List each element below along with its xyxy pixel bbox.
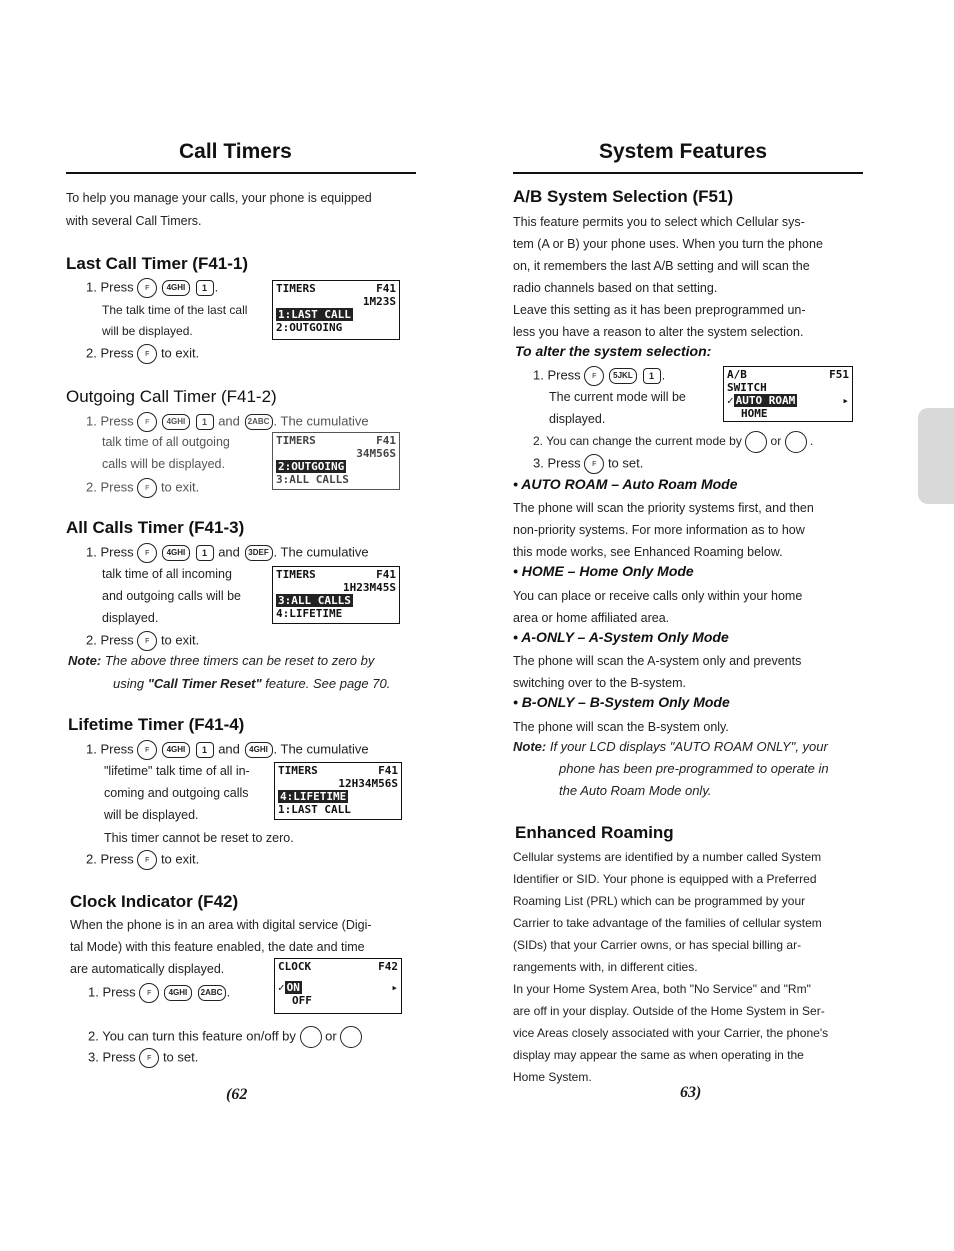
key-1-icon: 1 [196, 742, 214, 758]
note-text: If your LCD displays "AUTO ROAM ONLY", your [549, 739, 828, 754]
mode-home-title: • HOME – Home Only Mode [513, 563, 694, 579]
lcd-outgoing [272, 432, 400, 490]
heading-ab-system-selection: A/B System Selection (F51) [513, 187, 734, 206]
lifetime-desc-1: "lifetime" talk time of all in- [104, 764, 250, 778]
step-and: and [218, 741, 240, 757]
ab-step-2: 2. You can change the current mode by or . [533, 431, 813, 453]
lcd-value: 12H34M56S [338, 777, 398, 790]
lcd-clock [274, 958, 402, 1014]
lcd-code: F41 [378, 764, 398, 777]
lcd-line: 2:OUTGOING [276, 321, 343, 334]
mode-title: B-ONLY – B-System Only Mode [521, 694, 730, 710]
note-label: Note: [513, 739, 547, 754]
key-1-icon: 1 [196, 414, 214, 430]
step-suffix: . The cumulative [273, 741, 369, 757]
key-4-icon: 4GHI [162, 280, 190, 296]
nav-up-key-icon [300, 1026, 322, 1048]
mode-auto-roam-desc-3: this mode works, see Enhanced Roaming below. [513, 545, 783, 559]
intro-line-1: To help you manage your calls, your phone is equipped [66, 191, 372, 205]
ab-step-1 [533, 366, 665, 386]
fcn-key-icon: F [584, 454, 604, 474]
last-call-desc-1: The talk time of the last call [102, 303, 248, 317]
step-suffix: . [226, 984, 231, 1000]
ab-desc-3: on, it remembers the last A/B setting and will scan the [513, 259, 810, 273]
step-label: 2. Press [86, 345, 134, 361]
intro-line-2: with several Call Timers. [66, 214, 202, 228]
enhanced-desc-7: In your Home System Area, both "No Service" and "Rm" [513, 982, 811, 996]
fcn-key-icon: F [137, 850, 157, 870]
step-and: and [218, 413, 240, 429]
lcd-highlight-line: 3:ALL CALLS [278, 594, 351, 607]
step-label: 1. Press [86, 741, 134, 757]
heading-enhanced-roaming: Enhanced Roaming [515, 823, 674, 842]
ab-step-1-desc-1: The current mode will be [549, 390, 686, 404]
checkmark-icon: ✓ [278, 981, 285, 994]
ab-step-3 [533, 454, 643, 474]
fcn-key-icon: F [137, 740, 157, 760]
key-2-icon: 2ABC [245, 414, 273, 430]
fcn-key-icon: F [137, 412, 157, 432]
lcd-code: F41 [376, 568, 396, 581]
mode-home-desc-2: area or home affiliated area. [513, 611, 670, 625]
ab-desc-5: Leave this setting as it has been preprogrammed un- [513, 303, 806, 317]
ab-desc-4: radio channels based on that setting. [513, 281, 718, 295]
clock-step-3 [88, 1048, 198, 1068]
step-label: 2. Press [86, 479, 134, 495]
heading-outgoing-call-timer: Outgoing Call Timer (F41-2) [66, 387, 277, 406]
outgoing-step-2 [86, 478, 199, 498]
mode-auto-roam-title: • AUTO ROAM – Auto Roam Mode [513, 476, 738, 492]
clock-desc-3: are automatically displayed. [70, 962, 225, 976]
key-1-icon: 1 [196, 280, 214, 296]
last-call-step-1: 1. Press F 4GHI 1 . [86, 278, 218, 298]
lcd-line: 1:LAST CALL [278, 803, 351, 816]
step-suffix: to set. [162, 1049, 199, 1065]
enhanced-desc-4: Carrier to take advantage of the families of cellular system [513, 916, 822, 930]
lcd-highlight-line: AUTO ROAM [735, 394, 796, 407]
lcd-title: TIMERS [276, 434, 316, 447]
lifetime-reset-text: This timer cannot be reset to zero. [104, 831, 294, 845]
enhanced-desc-6: rangements with, in different cities. [513, 960, 698, 974]
fcn-key-icon: F [137, 631, 157, 651]
last-call-desc-2: will be displayed. [102, 324, 193, 338]
step-suffix: to exit. [160, 632, 200, 648]
section-title-call-timers: Call Timers [179, 140, 292, 163]
lifetime-step-2 [86, 850, 199, 870]
lcd-line: SWITCH [727, 381, 767, 394]
step-suffix: to exit. [160, 345, 200, 361]
outgoing-step-1 [86, 412, 369, 432]
key-4-icon: 4GHI [245, 742, 273, 758]
enhanced-desc-10: display may appear the same as when operating in the [513, 1048, 804, 1062]
last-call-step-2 [86, 344, 199, 364]
lcd-lifetime [274, 762, 402, 820]
mode-auto-roam-desc-1: The phone will scan the priority systems first, and then [513, 501, 814, 515]
key-3-icon: 3DEF [245, 545, 273, 561]
mode-title: A-ONLY – A-System Only Mode [521, 629, 729, 645]
enhanced-desc-11: Home System. [513, 1070, 592, 1084]
lcd-title: CLOCK [278, 960, 312, 973]
key-1-icon: 1 [643, 368, 661, 384]
section-rule [66, 172, 416, 174]
step-suffix: to set. [607, 455, 644, 471]
lifetime-step-1 [86, 740, 369, 760]
lcd-last-call [272, 280, 400, 340]
fcn-key-icon: F [137, 543, 157, 563]
lcd-code: F51 [829, 368, 849, 381]
all-calls-note-line-2 [113, 676, 390, 691]
arrow-right-icon: ▸ [391, 981, 398, 994]
ab-desc-1: This feature permits you to select which Cellular sys- [513, 215, 805, 229]
clock-step-2 [88, 1026, 362, 1048]
mode-b-only-desc-1: The phone will scan the B-system only. [513, 720, 729, 734]
note-text: using [113, 676, 148, 691]
key-2-icon: 2ABC [198, 985, 226, 1001]
lcd-value: 1M23S [362, 295, 396, 308]
note-feature-name: "Call Timer Reset" [147, 676, 262, 691]
step-and: and [218, 544, 240, 560]
heading-clock-indicator: Clock Indicator (F42) [70, 892, 239, 911]
step-suffix: . [661, 367, 666, 383]
nav-up-key-icon [745, 431, 767, 453]
page-corner-icon: ) [696, 1084, 702, 1101]
page-number-right [680, 1084, 701, 1102]
enhanced-desc-8: are off in your display. Outside of the Home System in Ser- [513, 1004, 825, 1018]
nav-down-key-icon [785, 431, 807, 453]
ab-note-line-2: phone has been pre-programmed to operate in [559, 761, 829, 776]
fcn-key-icon: F [584, 366, 604, 386]
clock-desc-1: When the phone is in an area with digital service (Digi- [70, 918, 372, 932]
note-text: The above three timers can be reset to zero by [104, 653, 375, 668]
lcd-line: OFF [292, 994, 312, 1007]
all-calls-note [68, 653, 374, 668]
thumb-index-tab [918, 408, 954, 504]
enhanced-desc-5: (SIDs) that your Carrier owns, or has special billing ar- [513, 938, 802, 952]
step-label: 3. Press [88, 1049, 136, 1065]
lcd-title: TIMERS [276, 282, 316, 295]
step-label: 1. Press [86, 544, 134, 560]
all-calls-step-2 [86, 631, 199, 651]
step-suffix: . The cumulative [273, 413, 369, 429]
section-title-system-features: System Features [599, 140, 768, 163]
lcd-ab [723, 366, 853, 422]
section-rule [513, 172, 863, 174]
mode-title: HOME – Home Only Mode [521, 563, 694, 579]
lcd-line: 4:LIFETIME [276, 607, 343, 620]
all-calls-desc-1: talk time of all incoming [102, 567, 232, 581]
lcd-title: TIMERS [278, 764, 318, 777]
enhanced-desc-1: Cellular systems are identified by a number called System [513, 850, 822, 864]
ab-note-line-3: the Auto Roam Mode only. [559, 783, 712, 798]
ab-desc-2: tem (A or B) your phone uses. When you turn the phone [513, 237, 823, 251]
mode-title: AUTO ROAM – Auto Roam Mode [521, 476, 738, 492]
key-4-icon: 4GHI [162, 414, 190, 430]
mode-auto-roam-desc-2: non-priority systems. For more information as to how [513, 523, 805, 537]
ab-desc-6: less you have a reason to alter the system selection. [513, 325, 804, 339]
nav-down-key-icon [340, 1026, 362, 1048]
lcd-highlight-line: 2:OUTGOING [278, 460, 345, 473]
lcd-line: 3:ALL CALLS [276, 473, 349, 486]
mode-home-desc-1: You can place or receive calls only within your home [513, 589, 803, 603]
lcd-all-calls [272, 566, 400, 624]
lcd-value: 34M56S [356, 447, 396, 460]
step-label: 1. Press [86, 413, 134, 429]
key-4-icon: 4GHI [162, 545, 190, 561]
key-1-icon: 1 [196, 545, 214, 561]
all-calls-desc-3: displayed. [102, 611, 159, 625]
step-suffix: to exit. [160, 851, 200, 867]
lcd-code: F41 [376, 282, 396, 295]
lcd-code: F41 [376, 434, 396, 447]
note-label: Note: [68, 653, 102, 668]
lifetime-desc-2: coming and outgoing calls [104, 786, 249, 800]
arrow-right-icon: ▸ [842, 394, 849, 407]
heading-lifetime-timer: Lifetime Timer (F41-4) [68, 715, 245, 734]
lcd-highlight-line: 1:LAST CALL [278, 308, 351, 321]
step-label: 1. Press [86, 279, 134, 295]
fcn-key-icon: F [139, 1048, 159, 1068]
key-4-icon: 4GHI [164, 985, 192, 1001]
lcd-line: HOME [741, 407, 768, 420]
lcd-title: TIMERS [276, 568, 316, 581]
outgoing-desc-2: calls will be displayed. [102, 457, 225, 471]
enhanced-desc-9: vice Areas closely associated with your Carrier, the phone's [513, 1026, 829, 1040]
lcd-value: 1H23M45S [343, 581, 396, 594]
clock-step-1 [88, 983, 230, 1003]
ab-step-1-desc-2: displayed. [549, 412, 606, 426]
fcn-key-icon: F [137, 278, 157, 298]
lifetime-desc-3: will be displayed. [104, 808, 199, 822]
fcn-key-icon: F [137, 478, 157, 498]
step-label: 2. Press [86, 851, 134, 867]
heading-last-call-timer: Last Call Timer (F41-1) [66, 254, 249, 273]
ab-subheading: To alter the system selection: [515, 343, 712, 359]
page-corner-icon: ( [226, 1086, 232, 1103]
lcd-title: A/B [727, 368, 747, 381]
step-label: 3. Press [533, 455, 581, 471]
step-label: 1. Press [88, 984, 136, 1000]
enhanced-desc-3: Roaming List (PRL) which can be programmed by your [513, 894, 806, 908]
note-text: feature. See page 70. [261, 676, 391, 691]
page-number: 62 [231, 1086, 248, 1103]
step-label: 1. Press [533, 367, 581, 383]
outgoing-desc-1: talk time of all outgoing [102, 435, 230, 449]
mode-b-only-title: • B-ONLY – B-System Only Mode [513, 694, 730, 710]
enhanced-desc-2: Identifier or SID. Your phone is equipped with a Preferred [513, 872, 817, 886]
clock-desc-2: tal Mode) with this feature enabled, the date and time [70, 940, 365, 954]
step-label: 2. You can change the current mode by [533, 434, 742, 449]
lcd-highlight-line: ON [286, 981, 300, 994]
page-number-left [226, 1086, 247, 1104]
step-label: 2. You can turn this feature on/off by [88, 1028, 296, 1044]
checkmark-icon: ✓ [727, 394, 734, 407]
ab-note [513, 739, 828, 754]
all-calls-step-1 [86, 543, 369, 563]
heading-all-calls-timer: All Calls Timer (F41-3) [66, 518, 245, 537]
mode-a-only-desc-1: The phone will scan the A-system only and prevents [513, 654, 802, 668]
step-label: 2. Press [86, 632, 134, 648]
step-suffix: to exit. [160, 479, 200, 495]
fcn-key-icon: F [139, 983, 159, 1003]
step-suffix: . The cumulative [273, 544, 369, 560]
lcd-highlight-line: 4:LIFETIME [280, 790, 347, 803]
mode-a-only-desc-2: switching over to the B-system. [513, 676, 686, 690]
lcd-code: F42 [378, 960, 398, 973]
mode-a-only-title: • A-ONLY – A-System Only Mode [513, 629, 729, 645]
all-calls-desc-2: and outgoing calls will be [102, 589, 241, 603]
key-5-icon: 5JKL [609, 368, 637, 384]
step-or: or [770, 434, 782, 449]
page-number: 63 [680, 1084, 696, 1101]
key-4-icon: 4GHI [162, 742, 190, 758]
step-or: or [325, 1028, 337, 1044]
fcn-key-icon: F [137, 344, 157, 364]
